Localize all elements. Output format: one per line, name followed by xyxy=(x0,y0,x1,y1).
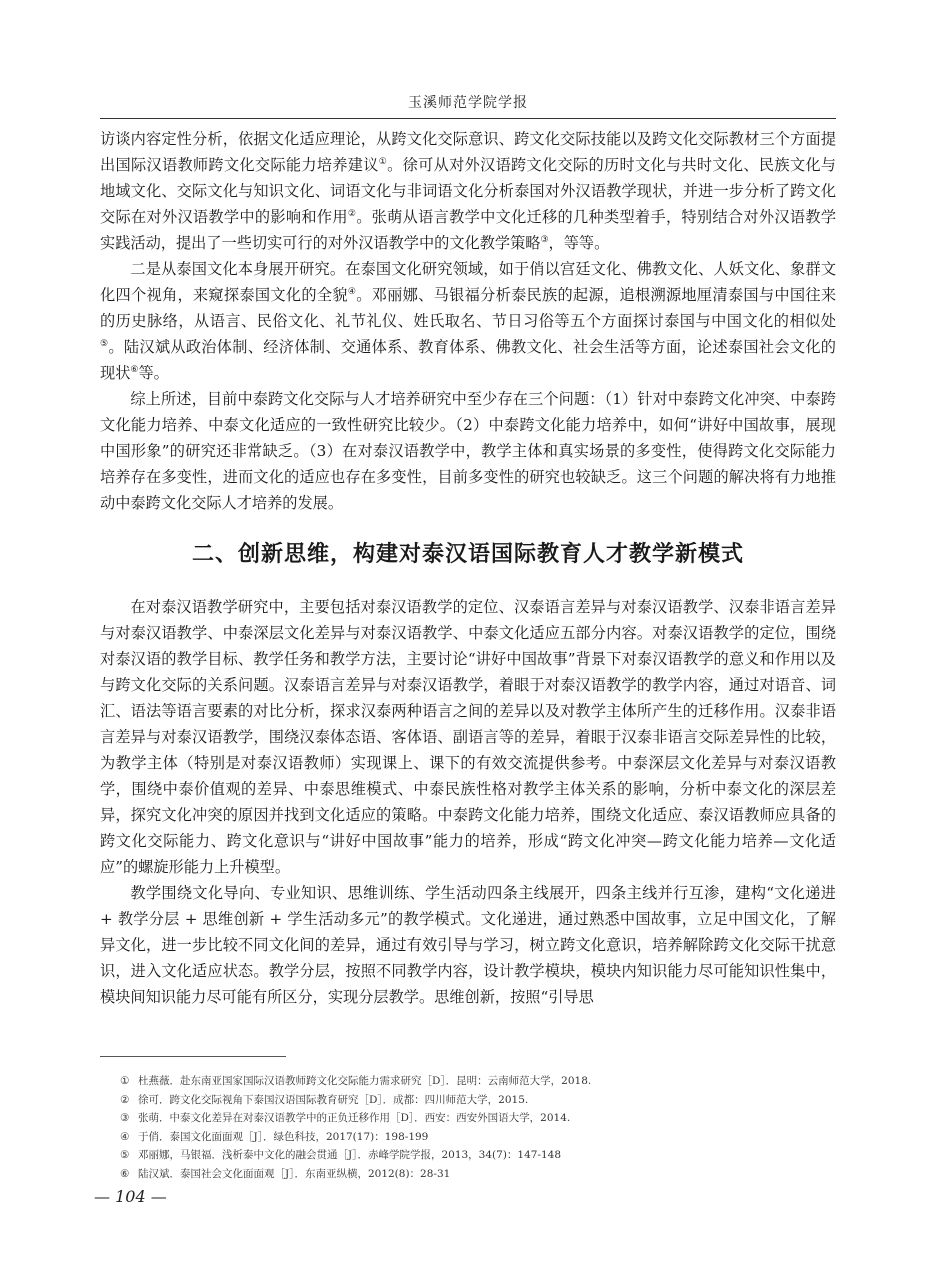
footnote-mark: ⑥ xyxy=(120,1167,130,1180)
paragraph xyxy=(100,880,836,1010)
paragraph-text: 。张萌从语言教学中文化迁移的几种类型着手，特别结合对外汉语教学实践活动，提出了一些切实可行的对外汉语教学中的文化教学策略 xyxy=(100,208,837,252)
footnote-ref: ⑥ xyxy=(130,365,139,375)
footnote-ref: ① xyxy=(378,157,388,167)
footnote-ref: ② xyxy=(347,209,357,219)
paragraph-text: 综上所述，目前中泰跨文化交际与人才培养研究中至少存在三个问题：（1）针对中泰跨文化冲突、中泰跨文化能力培养、中泰文化适应的一致性研究比较少。（2）中泰跨文化能力培养中，如何“讲好中国故事，展现中国形象”的研究还非常缺乏。（3）在对泰汉语教学中，教学主体和真实场景的多变性，使得跨文化交际能力培养存在多变性，进而文化的适应也存在多变性，目前多变性的研究也较缺乏。这三个问题的解决将有力地推动中泰跨文化交际人才培养的发展。 xyxy=(100,390,836,512)
footnote-rule xyxy=(100,1056,286,1057)
footnotes xyxy=(120,1072,840,1184)
paragraph xyxy=(100,386,836,516)
paragraph-text: 等。 xyxy=(138,364,169,382)
paragraph xyxy=(100,594,836,880)
paragraph-text: 教学围绕文化导向、专业知识、思维训练、学生活动四条主线展开，四条主线并行互渗，建构“文化递进 + 教学分层 + 思维创新 + 学生活动多元”的教学模式。文化递进，通过熟悉中国故事，立足中国文化，了解异文化，进一步比较不同文化间的差异，通过有效引导与学习，树立跨文化意识，培养解除跨文化交际干扰意识，进入文化适应状态。教学分层，按照不同教学内容，设计教学模块，模块内知识能力尽可能知识性集中，模块间知识能力尽可能有所区分，实现分层教学。思维创新，按照“引导思 xyxy=(100,884,836,1006)
footnote-mark: ① xyxy=(120,1075,130,1087)
footnote-item xyxy=(120,1109,840,1128)
paragraph-text: ，等等。 xyxy=(548,234,610,252)
footnote-mark: ② xyxy=(120,1093,130,1106)
article-body xyxy=(100,126,836,1010)
footnote-item xyxy=(120,1128,840,1147)
footnote-item xyxy=(120,1146,840,1165)
footnote-text: 陆汉斌．泰国社会文化面面观［J］．东南亚纵横，2012(8)：28-31 xyxy=(138,1167,451,1180)
footnote-item xyxy=(120,1091,840,1110)
footnote-text: 张萌．中泰文化差异在对泰汉语教学中的正负迁移作用［D］．西安：西安外国语大学，2014. xyxy=(138,1112,571,1125)
paragraph-text: 在对泰汉语教学研究中，主要包括对泰汉语教学的定位、汉泰语言差异与对泰汉语教学、汉泰非语言差异与对泰汉语教学、中泰深层文化差异与对泰汉语教学、中泰文化适应五部分内容。对泰汉语教学的定位，围绕对泰汉语的教学目标、教学任务和教学方法，主要讨论“讲好中国故事”背景下对泰汉语教学的意义和作用以及与跨文化交际的关系问题。汉泰语言差异与对泰汉语教学，着眼于对泰汉语教学的教学内容，通过对语音、词汇、语法等语言要素的对比分析，探求汉泰两种语言之间的差异以及对教学主体所产生的迁移作用。汉泰非语言差异与对泰汉语教学，围绕汉泰体态语、客体语、副语言等的差异，着眼于汉泰非语言交际差异性的比较，为教学主体（特别是对泰汉语教师）实现课上、课下的有效交流提供参考。中泰深层文化差异与对泰汉语教学，围绕中泰价值观的差异、中泰思维模式、中泰民族性格对教学主体关系的影响，分析中泰文化的深层差异，探究文化冲突的原因并找到文化适应的策略。中泰跨文化能力培养，围绕文化适应、泰汉语教师应具备的跨文化交际能力、跨文化意识与“讲好中国故事”能力的培养，形成“跨文化冲突—跨文化能力培养—文化适应”的螺旋形能力上升模型。 xyxy=(100,598,836,876)
page-number: — 104 — xyxy=(94,1187,167,1206)
paragraph-text: 。陆汉斌从政治体制、经济体制、交通体系、教育体系、佛教文化、社会生活等方面，论述泰国社会文化的现状 xyxy=(100,338,836,382)
footnote-ref: ⑤ xyxy=(100,339,109,349)
running-header: 玉溪师范学院学报 xyxy=(408,95,528,111)
footnote-text: 杜燕薇．赴东南亚国家国际汉语教师跨文化交际能力需求研究［D］．昆明：云南师范大学，2018. xyxy=(138,1075,592,1087)
paragraph-text: 二是从泰国文化本身展开研究。在泰国文化研究领域，如于俏以宫廷文化、佛教文化、人妖文化、象群文化四个视角，来窥探泰国文化的全貌 xyxy=(100,260,836,304)
footnote-ref: ③ xyxy=(540,235,549,245)
paragraph xyxy=(100,256,836,386)
header-rule xyxy=(100,118,836,119)
footnote-ref: ④ xyxy=(347,287,357,297)
paragraph-text: 。徐可从对外汉语跨文化交际的历时文化与共时文化、民族文化与地域文化、交际文化与知识文化、词语文化与非词语文化分析泰国对外汉语教学现状，并进一步分析了跨文化交际在对外汉语教学中的影响和作用 xyxy=(100,156,836,226)
footnote-mark: ⑤ xyxy=(120,1149,130,1162)
footnote-mark: ③ xyxy=(120,1112,130,1125)
footnote-text: 徐可．跨文化交际视角下泰国汉语国际教育研究［D］．成都：四川师范大学，2015. xyxy=(138,1093,529,1106)
paragraph xyxy=(100,126,836,256)
footnote-text: 于俏．泰国文化面面观［J］．绿色科技，2017(17)：198-199 xyxy=(138,1130,429,1143)
paragraphs-bottom xyxy=(100,594,836,1010)
footnote-mark: ④ xyxy=(120,1130,130,1143)
paragraph-text: 访谈内容定性分析，依据文化适应理论，从跨文化交际意识、跨文化交际技能以及跨文化交际教材三个方面提出国际汉语教师跨文化交际能力培养建议 xyxy=(100,130,836,174)
footnote-text: 邓丽娜，马银福．浅析泰中文化的融会贯通［J］．赤峰学院学报，2013，34(7)：147-148 xyxy=(138,1149,562,1162)
footnote-item xyxy=(120,1072,840,1091)
section-heading: 二、创新思维，构建对泰汉语国际教育人才教学新模式 xyxy=(191,542,744,567)
footnote-item xyxy=(120,1165,840,1184)
paragraph-text: 。邓丽娜、马银福分析泰民族的起源，追根溯源地厘清泰国与中国往来的历史脉络，从语言、民俗文化、礼节礼仪、姓氏取名、节日习俗等五个方面探讨泰国与中国文化的相似处 xyxy=(100,286,837,330)
paragraphs-top xyxy=(100,126,836,516)
